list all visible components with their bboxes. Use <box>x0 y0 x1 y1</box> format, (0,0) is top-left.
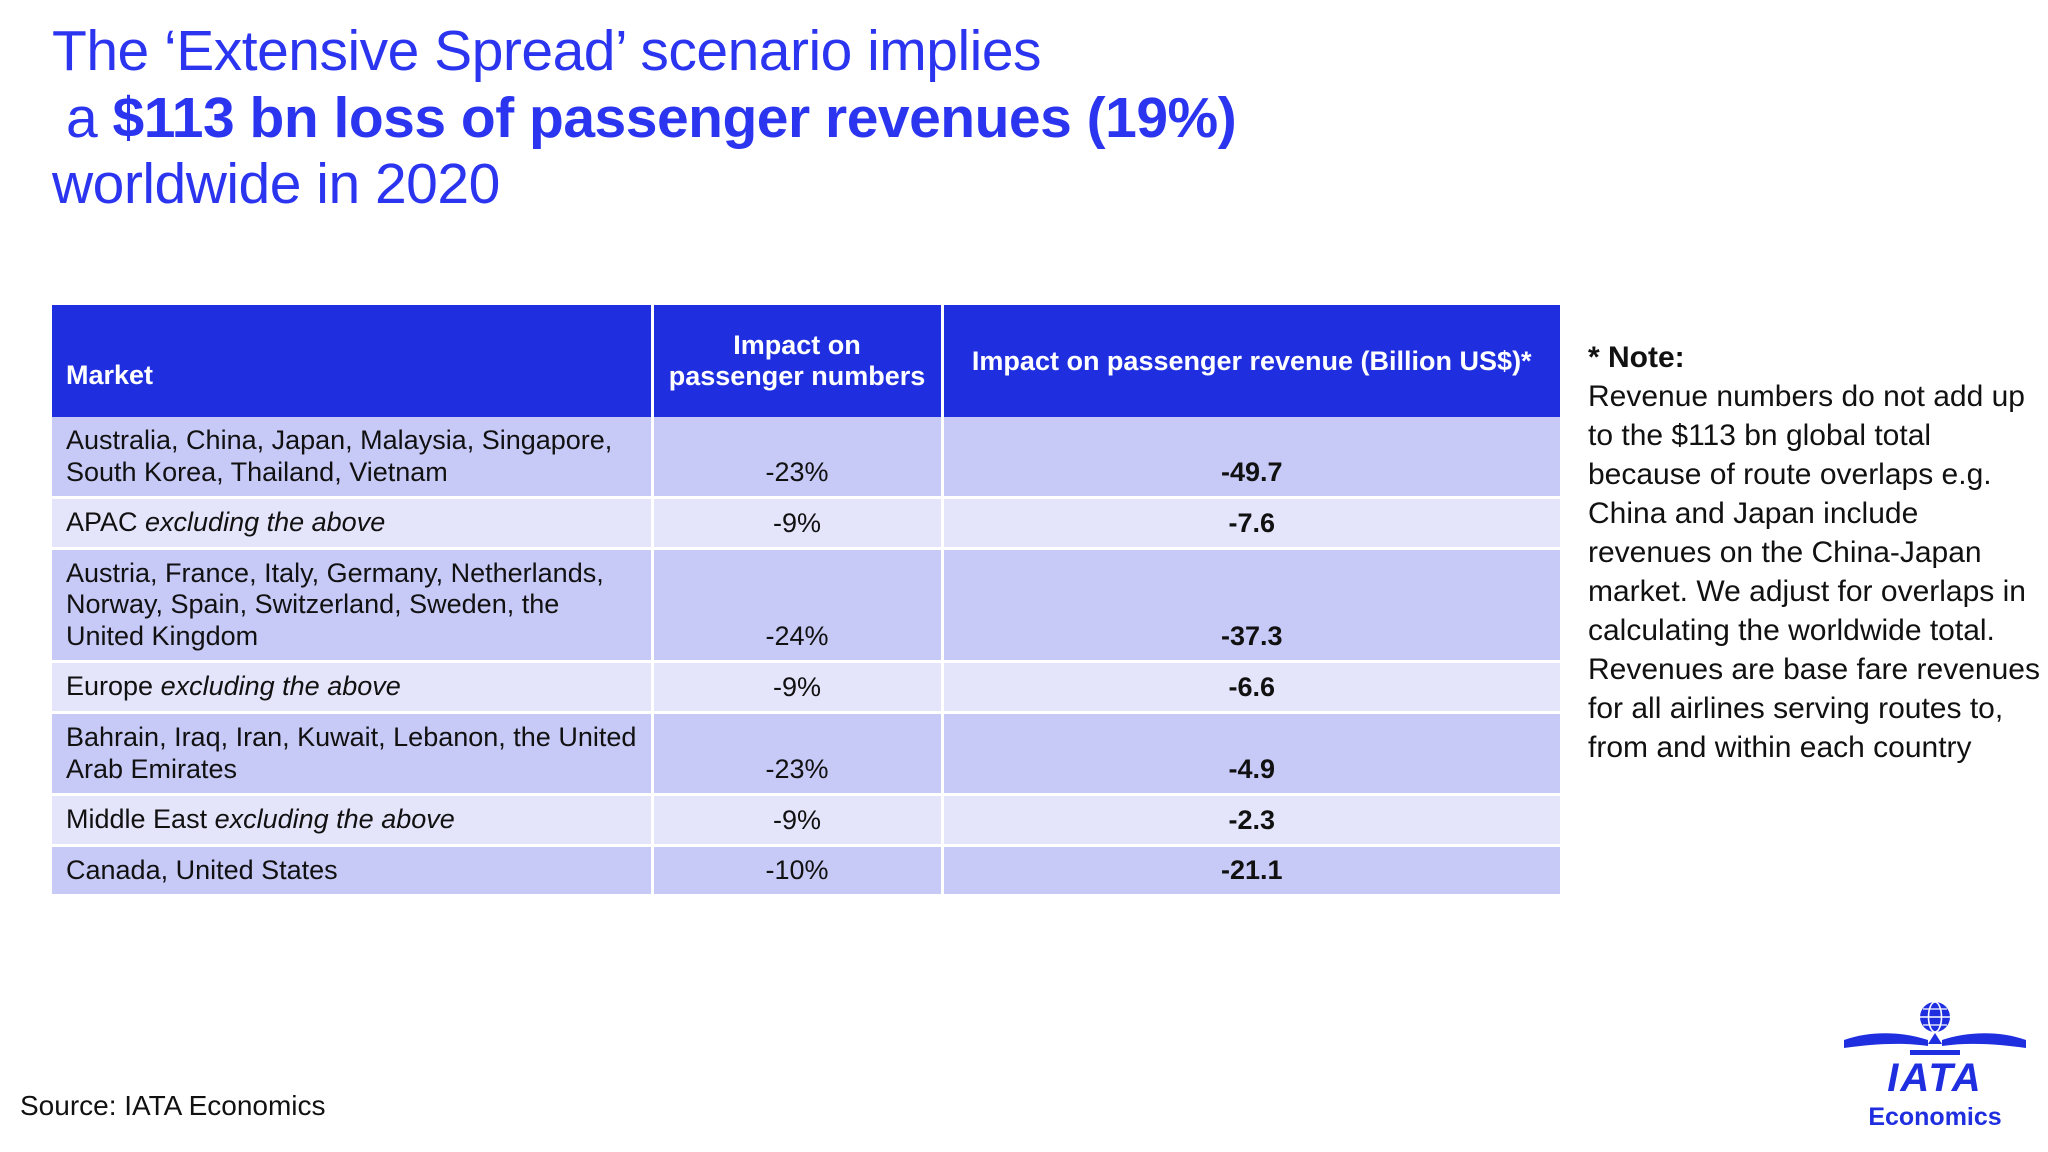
column-header-market: Market <box>52 305 652 417</box>
cell-revenue-impact: -49.7 <box>942 417 1560 498</box>
footnote-heading: * Note: <box>1588 341 1685 374</box>
title-line-1: The ‘Extensive Spread’ scenario implies <box>52 19 1042 83</box>
cell-market <box>52 417 652 498</box>
cell-market <box>52 498 652 549</box>
cell-revenue-impact: -6.6 <box>942 662 1560 713</box>
market-plain: Bahrain, Iraq, Iran, Kuwait, Lebanon, the United Arab Emirates <box>66 722 637 784</box>
table-row <box>52 845 1560 896</box>
iata-logo <box>1840 1000 2030 1132</box>
cell-market <box>52 845 652 896</box>
market-italic: excluding the above <box>160 671 401 702</box>
cell-pax-impact: -23% <box>652 713 942 795</box>
iata-logo-subtitle: Economics <box>1868 1103 2002 1131</box>
title-line-2-emphasis: $113 bn loss of passenger revenues (19%) <box>112 85 1237 150</box>
column-header-pax-impact: Impact on passenger numbers <box>652 305 942 417</box>
table-row <box>52 795 1560 846</box>
table-row <box>52 713 1560 795</box>
table-row <box>52 417 1560 498</box>
source-label: Source: IATA Economics <box>20 1090 326 1121</box>
market-plain: Canada, United States <box>66 854 338 885</box>
cell-pax-impact: -23% <box>652 417 942 498</box>
cell-pax-impact: -9% <box>652 662 942 713</box>
cell-pax-impact: -10% <box>652 845 942 896</box>
iata-wings-globe-icon <box>1840 1000 2030 1062</box>
title-line-2-prefix: a <box>66 85 113 150</box>
table-header-row <box>52 305 1560 417</box>
market-plain: Australia, China, Japan, Malaysia, Singapore, South Korea, Thailand, Vietnam <box>66 425 613 487</box>
page-title <box>52 18 1752 218</box>
cell-revenue-impact: -21.1 <box>942 845 1560 896</box>
impact-table-container <box>52 305 1560 897</box>
impact-table <box>52 305 1560 897</box>
market-italic: excluding the above <box>145 507 386 538</box>
market-italic: excluding the above <box>214 804 455 835</box>
table-row <box>52 548 1560 662</box>
cell-pax-impact: -24% <box>652 548 942 662</box>
cell-pax-impact: -9% <box>652 498 942 549</box>
table-row <box>52 498 1560 549</box>
cell-revenue-impact: -37.3 <box>942 548 1560 662</box>
market-plain: APAC <box>66 507 146 538</box>
cell-market <box>52 713 652 795</box>
cell-revenue-impact: -2.3 <box>942 795 1560 846</box>
iata-wordmark: IATA <box>1887 1056 1983 1100</box>
table-body <box>52 417 1560 896</box>
title-line-2 <box>52 85 1752 152</box>
column-header-revenue-impact: Impact on passenger revenue (Billion US$)* <box>942 305 1560 417</box>
market-plain: Europe <box>66 671 161 702</box>
market-plain: Middle East <box>66 804 215 835</box>
cell-revenue-impact: -7.6 <box>942 498 1560 549</box>
cell-market <box>52 548 652 662</box>
cell-revenue-impact: -4.9 <box>942 713 1560 795</box>
title-line-3: worldwide in 2020 <box>52 152 500 217</box>
table-row <box>52 662 1560 713</box>
cell-market <box>52 662 652 713</box>
footnote-body: Revenue numbers do not add up to the $113 bn global total because of route overlaps e.g. China and Japan include revenues on the China-Japan market. We adjust for overlaps in calculating the worldwide total. Revenues are base fare revenues for all airlines serving routes to, from and within each country <box>1588 380 2040 764</box>
footnote-block <box>1588 338 2046 767</box>
cell-pax-impact: -9% <box>652 795 942 846</box>
cell-market <box>52 795 652 846</box>
market-plain: Austria, France, Italy, Germany, Netherlands, Norway, Spain, Switzerland, Sweden, the United Kingdom <box>66 557 604 651</box>
